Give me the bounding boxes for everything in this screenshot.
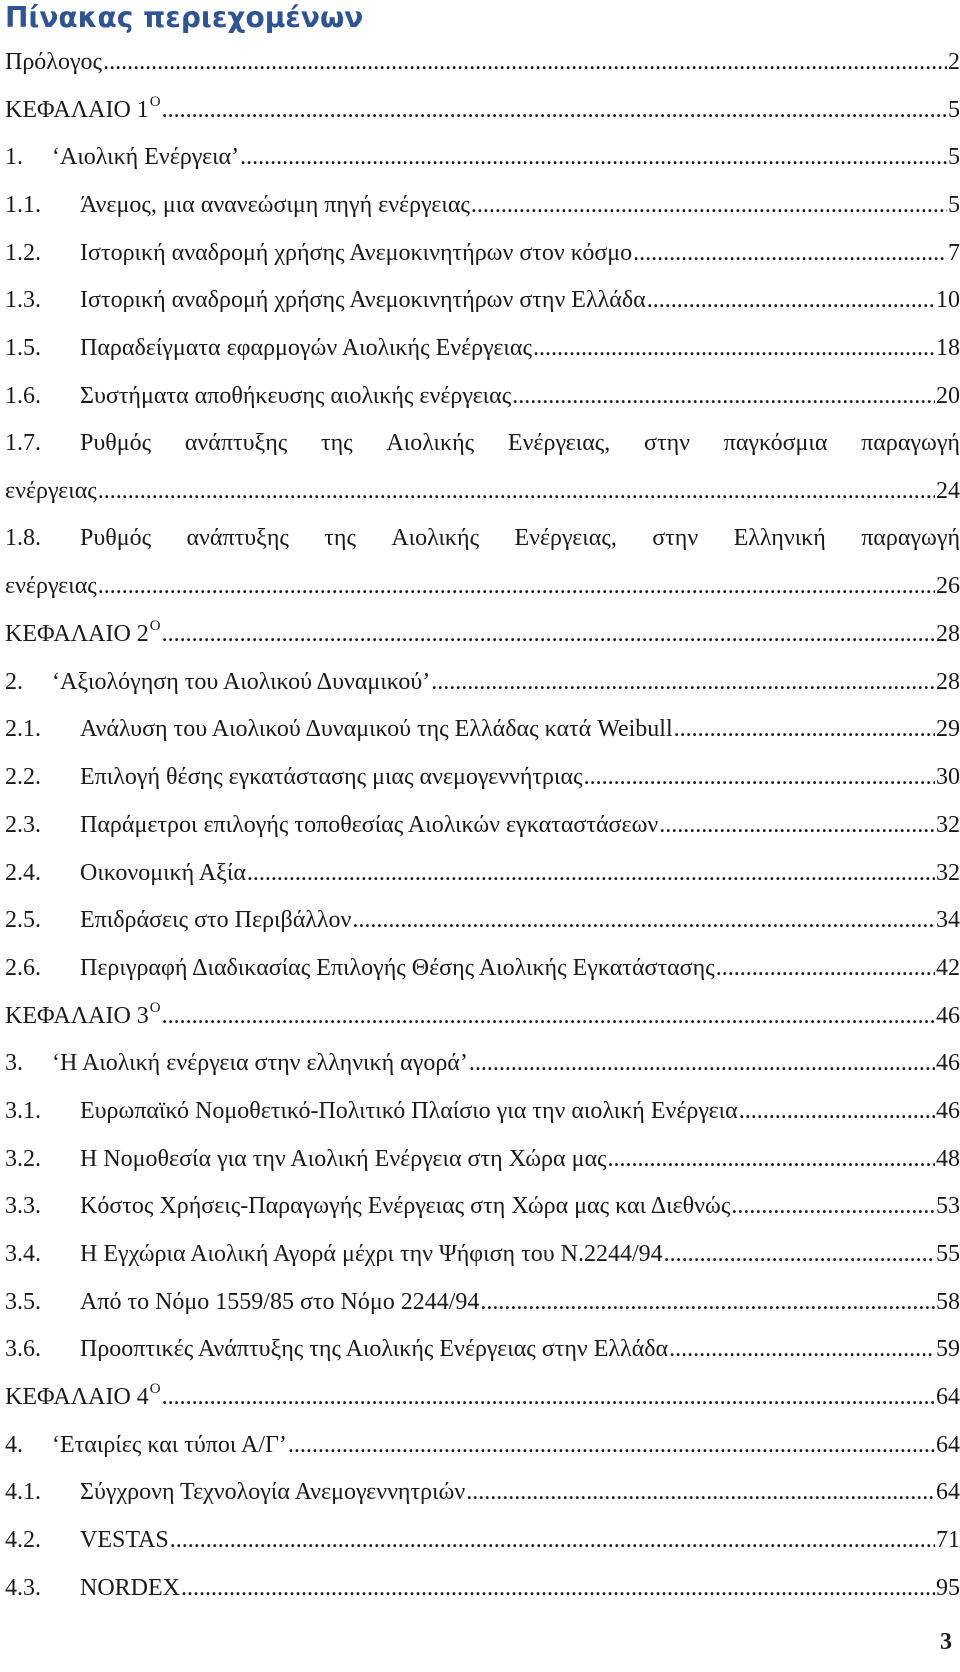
- toc-entry-number: 2.4.: [5, 859, 41, 886]
- toc-entry-text: [80, 1288, 479, 1316]
- toc-entry-text: [80, 1145, 607, 1173]
- toc-entry-superscript: Ο: [149, 1381, 161, 1398]
- toc-entry-number: 2.6.: [5, 954, 41, 981]
- toc-entry-text: [80, 1097, 738, 1125]
- toc-word: της: [320, 429, 353, 456]
- toc-entry-number: 1.5.: [5, 334, 41, 361]
- toc-entry-text: [80, 1574, 180, 1602]
- toc-entry-number: 4.: [5, 1431, 23, 1458]
- toc-entry-number: 3.3.: [5, 1193, 41, 1220]
- toc-entry[interactable]: [5, 658, 960, 706]
- toc-dot-leader: [480, 1288, 935, 1316]
- toc-entry-page: 28: [936, 668, 960, 695]
- toc-entry-text: [80, 286, 646, 314]
- toc-word: Αιολικής: [391, 525, 480, 552]
- toc-entry-title: Παράμετροι επιλογής τοποθεσίας Αιολικών εγκαταστάσεων: [80, 811, 659, 838]
- toc-entry[interactable]: [5, 1326, 960, 1374]
- toc-dot-leader: [608, 1145, 935, 1173]
- toc-entry-text: [52, 668, 430, 696]
- toc-title: Πίνακας περιεχομένων: [5, 1, 364, 34]
- toc-entry-title: Ιστορική αναδρομή χρήσης Ανεμοκινητήρων στην Ελλάδα: [80, 287, 646, 314]
- toc-entry-title: VESTAS: [80, 1527, 169, 1554]
- toc-entry-title: ΚΕΦΑΛΑΙΟ 3: [5, 1002, 149, 1029]
- toc-entry-text: [52, 143, 239, 171]
- toc-entry-text: [5, 999, 161, 1030]
- toc-entry[interactable]: [5, 324, 960, 372]
- toc-word: στην: [652, 525, 699, 552]
- toc-entry-page: 26: [936, 573, 960, 600]
- toc-dot-leader: [633, 239, 947, 267]
- toc-entry-text: [80, 763, 583, 791]
- toc-entry[interactable]: [5, 1469, 960, 1517]
- toc-entry-text: [5, 1383, 161, 1411]
- toc-dot-leader: [584, 763, 935, 791]
- toc-dot-leader: [247, 859, 935, 887]
- toc-entry-number: 1.3.: [5, 287, 41, 314]
- toc-dot-leader: [170, 1526, 935, 1554]
- page-number: 3: [940, 1629, 952, 1655]
- toc-dot-leader: [466, 1478, 935, 1506]
- toc-entry-page: 48: [936, 1145, 960, 1172]
- toc-dot-leader: [469, 1049, 935, 1077]
- toc-entry-text: [5, 477, 97, 505]
- toc-dot-leader: [288, 1431, 935, 1459]
- toc-entry-page: 59: [936, 1336, 960, 1363]
- toc-dot-leader: [669, 1335, 935, 1363]
- toc-dot-leader: [659, 811, 935, 839]
- toc-entry-page: 29: [936, 716, 960, 743]
- toc-entry[interactable]: [5, 229, 960, 277]
- toc-entry-page: 32: [936, 859, 960, 886]
- toc-entry-text: [52, 1049, 468, 1077]
- toc-entry-title: Η Νομοθεσία για την Αιολική Ενέργεια στη Χώρα μας: [80, 1145, 607, 1172]
- toc-entry[interactable]: [5, 1373, 960, 1421]
- toc-entry-title: Ανάλυση του Αιολικού Δυναμικού της Ελλάδας κατά Weibull: [80, 716, 673, 743]
- toc-dot-leader: [674, 715, 935, 743]
- toc-entry[interactable]: [5, 801, 960, 849]
- toc-dot-leader: [352, 906, 935, 934]
- toc-entry-title: ‘Αιολική Ενέργεια’: [52, 144, 240, 171]
- toc-entry-text: [80, 239, 632, 267]
- toc-entry-title: ΚΕΦΑΛΑΙΟ 1: [5, 96, 149, 123]
- toc-entry-page: 46: [936, 1002, 960, 1029]
- toc-entry[interactable]: [5, 1278, 960, 1326]
- toc-dot-leader: [98, 477, 935, 505]
- toc-entry[interactable]: [5, 563, 960, 611]
- toc-entry-number: 1.8.: [5, 525, 41, 552]
- toc-dot-leader: [533, 334, 935, 362]
- toc-entry-page: 55: [936, 1241, 960, 1268]
- toc-entry-number: 2.3.: [5, 811, 41, 838]
- toc-entry-title: ‘Αξιολόγηση του Αιολικού Δυναμικού’: [52, 668, 431, 695]
- toc-entry-text: [80, 1335, 668, 1363]
- toc-entry-title: ενέργειας: [5, 573, 97, 600]
- toc-entry-title: ‘Εταιρίες και τύποι Α/Γ’: [52, 1431, 287, 1458]
- toc-entry-text: [80, 382, 511, 410]
- toc-entry-text: [80, 1192, 730, 1220]
- toc-entry[interactable]: [5, 1183, 960, 1231]
- toc-entry[interactable]: [5, 849, 960, 897]
- toc-entry-number: 3.: [5, 1050, 23, 1077]
- toc-entry[interactable]: [5, 1230, 960, 1278]
- toc-entry-page: 24: [936, 478, 960, 505]
- toc-dot-leader: [162, 96, 947, 124]
- toc-entry-page: 5: [948, 191, 960, 218]
- toc-word: Αιολικής: [386, 429, 475, 456]
- toc-entry[interactable]: [5, 276, 960, 324]
- toc-entry-title: Παραδείγματα εφαρμογών Αιολικής Ενέργειας: [80, 334, 532, 361]
- toc-entry[interactable]: [5, 1039, 960, 1087]
- toc-entry-text: [80, 334, 532, 362]
- toc-entry-number: 3.5.: [5, 1288, 41, 1315]
- toc-word: Ελληνική: [733, 525, 826, 552]
- toc-entry[interactable]: [5, 1564, 960, 1612]
- toc-entry-page: 18: [936, 334, 960, 361]
- toc-entry-page: 58: [936, 1288, 960, 1315]
- toc-entry-page: 5: [948, 144, 960, 171]
- table-of-contents: [5, 38, 960, 1612]
- toc-entry[interactable]: [5, 610, 960, 658]
- toc-entry-title: Από το Νόμο 1559/85 στο Νόμο 2244/94: [80, 1288, 480, 1315]
- toc-entry[interactable]: [5, 992, 960, 1040]
- toc-entry-page: 34: [936, 907, 960, 934]
- toc-entry-text: [80, 1478, 465, 1506]
- toc-entry-title: Επιλογή θέσης εγκατάστασης μιας ανεμογεννήτριας: [80, 764, 583, 791]
- toc-entry-page: 95: [936, 1574, 960, 1601]
- toc-entry-text-line1: [80, 525, 960, 552]
- toc-entry-superscript: Ο: [149, 93, 161, 110]
- toc-entry-page: 10: [936, 287, 960, 314]
- toc-entry-line1[interactable]: [5, 515, 960, 563]
- toc-entry-number: 4.3.: [5, 1574, 41, 1601]
- toc-entry-text: [80, 811, 658, 839]
- toc-entry-number: 3.1.: [5, 1097, 41, 1124]
- toc-entry-text-line1: [80, 430, 960, 457]
- toc-entry[interactable]: [5, 1135, 960, 1183]
- toc-word: ανάπτυξης: [186, 525, 289, 552]
- toc-entry-title: Περιγραφή Διαδικασίας Επιλογής Θέσης Αιολικής Εγκατάστασης: [80, 954, 715, 981]
- toc-dot-leader: [471, 191, 947, 219]
- toc-entry-superscript: Ο: [149, 618, 161, 635]
- toc-entry-text: [80, 191, 470, 219]
- toc-word: Ενέργειας,: [507, 429, 611, 456]
- toc-entry[interactable]: [5, 944, 960, 992]
- toc-entry-page: 32: [936, 811, 960, 838]
- toc-entry-page: 64: [936, 1384, 960, 1411]
- toc-word: στην: [644, 429, 690, 456]
- toc-entry-number: 1.6.: [5, 382, 41, 409]
- toc-word: ανάπτυξης: [184, 429, 288, 456]
- toc-entry[interactable]: [5, 753, 960, 801]
- toc-dot-leader: [162, 620, 935, 648]
- toc-dot-leader: [98, 572, 935, 600]
- toc-entry-text: [5, 93, 161, 124]
- toc-entry-page: 5: [948, 96, 960, 123]
- toc-entry-text: [80, 906, 351, 934]
- toc-dot-leader: [512, 382, 935, 410]
- toc-word: παραγωγή: [861, 525, 960, 552]
- toc-entry-number: 2.2.: [5, 764, 41, 791]
- toc-entry-number: 3.2.: [5, 1145, 41, 1172]
- toc-entry-title: ΚΕΦΑΛΑΙΟ 2: [5, 621, 149, 648]
- toc-word: παραγωγή: [861, 429, 960, 456]
- toc-dot-leader: [162, 1383, 935, 1411]
- toc-entry-number: 2.1.: [5, 716, 41, 743]
- toc-dot-leader: [431, 668, 935, 696]
- toc-entry-title: ‘Η Αιολική ενέργεια στην ελληνική αγορά’: [52, 1050, 468, 1077]
- toc-entry[interactable]: [5, 181, 960, 229]
- toc-entry-page: 7: [948, 239, 960, 266]
- toc-entry-page: 20: [936, 382, 960, 409]
- toc-entry-title: Άνεμος, μια ανανεώσιμη πηγή ενέργειας: [80, 191, 470, 218]
- toc-dot-leader: [162, 1002, 935, 1030]
- toc-entry-text: [80, 859, 246, 887]
- toc-entry-line1[interactable]: [5, 420, 960, 468]
- toc-dot-leader: [103, 48, 947, 76]
- toc-entry[interactable]: [5, 86, 960, 134]
- toc-entry[interactable]: [5, 1516, 960, 1564]
- toc-entry-page: 64: [936, 1431, 960, 1458]
- toc-entry-number: 1.2.: [5, 239, 41, 266]
- toc-entry-text: [80, 954, 715, 982]
- toc-entry-title: Συστήματα αποθήκευσης αιολικής ενέργειας: [80, 382, 512, 409]
- toc-entry-title: Ιστορική αναδρομή χρήσης Ανεμοκινητήρων στον κόσμο: [80, 239, 633, 266]
- toc-entry-page: 30: [936, 764, 960, 791]
- toc-entry[interactable]: [5, 706, 960, 754]
- toc-entry-title: Κόστος Χρήσεις-Παραγωγής Ενέργειας στη Χώρα μας και Διεθνώς: [80, 1193, 731, 1220]
- toc-word: της: [324, 525, 356, 552]
- toc-entry[interactable]: [5, 1087, 960, 1135]
- toc-entry-page: 46: [936, 1050, 960, 1077]
- toc-entry-page: 2: [948, 48, 960, 75]
- toc-entry[interactable]: [5, 133, 960, 181]
- toc-entry-number: 1.: [5, 144, 23, 171]
- toc-entry-number: 4.1.: [5, 1479, 41, 1506]
- toc-dot-leader: [664, 1240, 935, 1268]
- toc-entry[interactable]: [5, 372, 960, 420]
- toc-entry-title: Η Εγχώρια Αιολική Αγορά μέχρι την Ψήφιση του Ν.2244/94: [80, 1241, 663, 1268]
- toc-entry-page: 28: [936, 621, 960, 648]
- toc-entry-title: ΚΕΦΑΛΑΙΟ 4: [5, 1384, 149, 1411]
- toc-entry-page: 53: [936, 1193, 960, 1220]
- toc-entry-title: Σύγχρονη Τεχνολογία Ανεμογεννητριών: [80, 1479, 466, 1506]
- toc-dot-leader: [181, 1574, 935, 1602]
- toc-word: παγκόσμια: [723, 429, 828, 456]
- toc-dot-leader: [240, 143, 947, 171]
- toc-entry-text: [5, 48, 102, 76]
- toc-entry-page: 42: [936, 954, 960, 981]
- toc-entry-title: Προοπτικές Ανάπτυξης της Αιολικής Ενέργειας στην Ελλάδα: [80, 1336, 669, 1363]
- toc-dot-leader: [731, 1192, 935, 1220]
- toc-entry-number: 3.4.: [5, 1241, 41, 1268]
- toc-entry-title: Επιδράσεις στο Περιβάλλον: [80, 907, 352, 934]
- toc-entry-title: NORDEX: [80, 1574, 180, 1601]
- toc-word: Ενέργειας,: [514, 525, 617, 552]
- toc-entry[interactable]: [5, 1421, 960, 1469]
- toc-entry[interactable]: [5, 467, 960, 515]
- toc-word: Ρυθμός: [80, 429, 152, 456]
- toc-dot-leader: [716, 954, 935, 982]
- toc-entry[interactable]: [5, 38, 960, 86]
- toc-entry-number: 1.7.: [5, 429, 41, 456]
- toc-entry-title: Ευρωπαϊκό Νομοθετικό-Πολιτικό Πλαίσιο για την αιολική Ενέργεια: [80, 1097, 738, 1124]
- toc-entry-text: [80, 1526, 169, 1554]
- toc-entry-number: 3.6.: [5, 1336, 41, 1363]
- toc-entry-page: 64: [936, 1479, 960, 1506]
- toc-word: Ρυθμός: [80, 525, 152, 552]
- toc-entry-number: 4.2.: [5, 1527, 41, 1554]
- toc-entry-page: 71: [936, 1527, 960, 1554]
- toc-entry-page: 46: [936, 1097, 960, 1124]
- toc-entry-number: 2.5.: [5, 907, 41, 934]
- toc-dot-leader: [647, 286, 935, 314]
- toc-entry-number: 2.: [5, 668, 23, 695]
- toc-entry-title: ενέργειας: [5, 478, 97, 505]
- toc-dot-leader: [739, 1097, 935, 1125]
- toc-entry-text: [80, 715, 673, 743]
- toc-entry-superscript: Ο: [149, 999, 161, 1016]
- toc-entry-text: [5, 572, 97, 600]
- toc-entry-title: Οικονομική Αξία: [80, 859, 246, 886]
- toc-entry-text: [80, 1240, 663, 1268]
- toc-entry[interactable]: [5, 896, 960, 944]
- toc-entry-number: 1.1.: [5, 191, 41, 218]
- toc-entry-text: [52, 1431, 287, 1459]
- toc-entry-text: [5, 620, 161, 648]
- toc-entry-title: Πρόλογος: [5, 48, 103, 75]
